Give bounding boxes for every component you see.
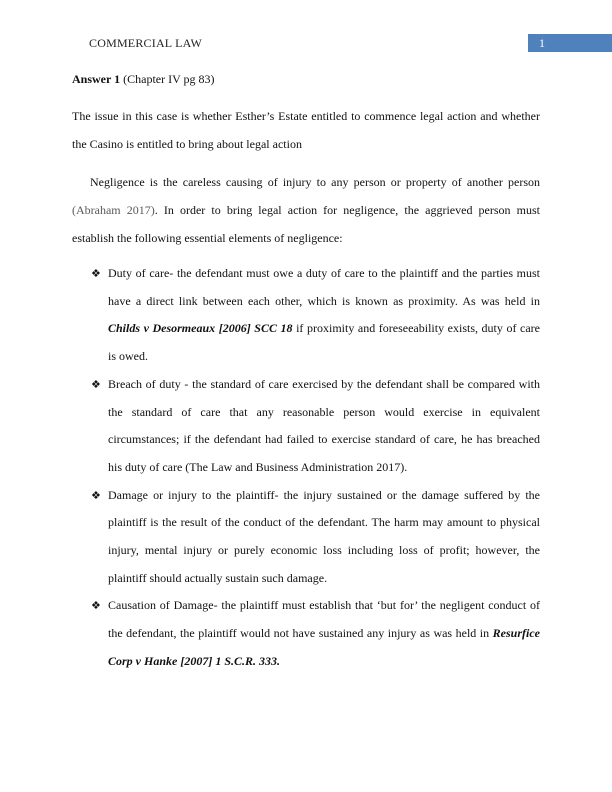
answer-heading [72, 66, 540, 92]
list-item-text: Breach of duty - the standard of care exercised by the defendant shall be compared with the standard of care that any reasonable person would exercise in equivalent circumstances; if the defendant had failed to exercise standard of care, he has breached his duty of care (The Law and Business Administration 2017). [108, 376, 540, 474]
list-item-damage [72, 482, 540, 593]
diamond-bullet-icon: ❖ [91, 599, 101, 613]
list-item-causation [72, 592, 540, 675]
list-item-breach-of-duty [72, 371, 540, 482]
list-item-text: Duty of care- the defendant must owe a duty of care to the plaintiff and the parties must have a direct link between each other, which is known as proximity. As was held in [108, 266, 540, 308]
list-item-text: Damage or injury to the plaintiff- the injury sustained or the damage suffered by the plaintiff is the result of the conduct of the defendant. The harm may amount to physical injury, mental injury or purely economic loss including loss of profit; however, the plaintiff should actually sustain such damage. [108, 487, 540, 585]
list-item-text: if proximity and foreseeability exists, duty of care is owed. [108, 321, 540, 364]
header-title: COMMERCIAL LAW [89, 36, 203, 50]
answer-reference: (Chapter IV pg 83) [120, 72, 215, 86]
list-item-text: Causation of Damage- the plaintiff must establish that ‘but for’ the negligent conduct of the defendant, the plaintiff would not have sustained any injury as was held in [108, 598, 540, 641]
document-body [72, 66, 540, 676]
diamond-bullet-icon: ❖ [91, 267, 101, 280]
answer-label: Answer 1 [72, 72, 121, 86]
intro-paragraph: The issue in this case is whether Esther’s Estate entitled to commence legal action and whether the Casino is entitled to bring about legal action [72, 109, 540, 151]
case-citation: Resurfice Corp v Hanke [2007] 1 S.C.R. 333. [108, 626, 540, 668]
page-number-badge [528, 34, 612, 52]
citation-link: (Abraham 2017) [72, 203, 155, 217]
case-citation: Childs v Desormeaux [2006] SCC 18 [108, 321, 293, 336]
diamond-bullet-icon: ❖ [91, 377, 101, 391]
negligence-text-start: Negligence is the careless causing of injury to any person or property of another person [90, 175, 540, 189]
list-item-duty-of-care [72, 260, 540, 371]
negligence-paragraph [72, 168, 540, 252]
page-number: 1 [539, 36, 545, 50]
diamond-bullet-icon: ❖ [91, 488, 101, 502]
elements-list [72, 260, 540, 676]
negligence-text-end: . In order to bring legal action for negligence, the aggrieved person must establish the following essential elements of negligence: [72, 203, 541, 245]
